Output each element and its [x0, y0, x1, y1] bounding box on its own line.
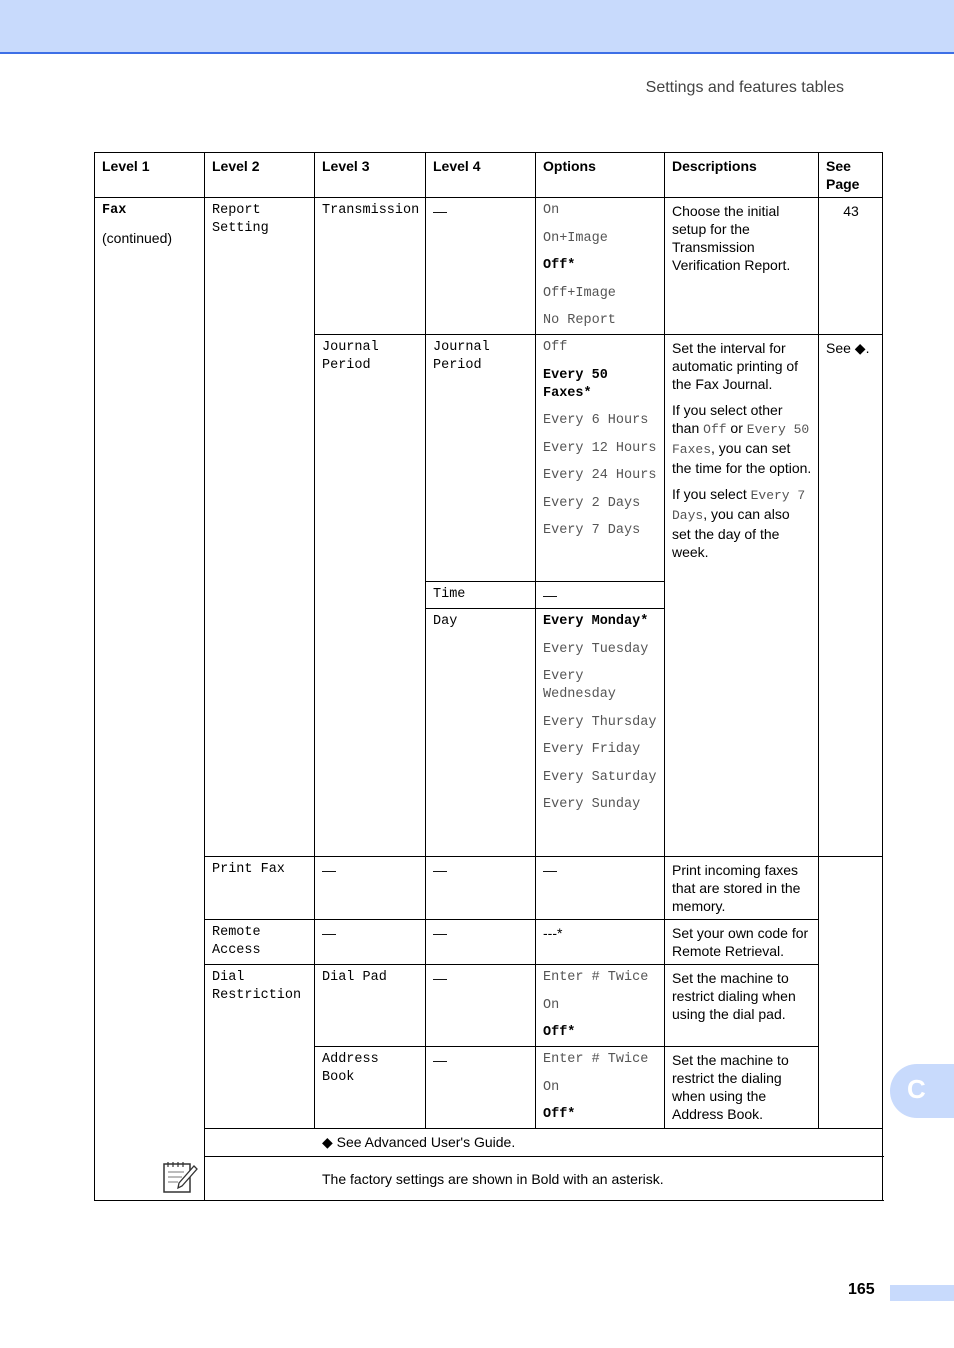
table-row — [95, 965, 883, 1047]
col-header-level3: Level 3 — [315, 153, 426, 198]
inline-option: Off — [703, 422, 727, 437]
options-day — [536, 609, 665, 857]
level3-dial-pad: Dial Pad — [315, 965, 426, 1047]
option-item: Every Wednesday — [543, 669, 616, 702]
option-item-default: Off* — [543, 1107, 576, 1122]
options-journal-period — [536, 335, 665, 582]
description-dial-pad: Set the machine to restrict dialing when using the dial pad. — [665, 965, 819, 1047]
option-item: On — [543, 1079, 560, 1095]
level2-dial-restriction: Dial Restriction — [205, 965, 315, 1129]
option-item: Every 7 Days — [543, 523, 641, 538]
level4-time: Time — [426, 582, 536, 609]
level1-cell — [95, 198, 205, 1201]
page-number-bar — [890, 1285, 954, 1301]
option-item: Every Tuesday — [543, 641, 649, 657]
options-dial-pad — [536, 965, 665, 1047]
options-remote-access: ---* — [536, 920, 665, 965]
level3-address-book: Address Book — [315, 1047, 426, 1129]
option-item: Off — [543, 340, 568, 355]
text-span: , you can set the time for the option. — [672, 440, 812, 476]
option-item: Every 6 Hours — [543, 413, 649, 428]
col-header-level4: Level 4 — [426, 153, 536, 198]
description-remote-access: Set your own code for Remote Retrieval. — [665, 920, 819, 965]
option-item: Every Saturday — [543, 769, 657, 785]
text-span: or — [726, 420, 747, 436]
running-head: Settings and features tables — [645, 79, 844, 96]
note-pencil-icon — [160, 1160, 198, 1194]
option-item: No Report — [543, 313, 616, 328]
footnote-row — [95, 1129, 883, 1157]
inline-option: Every 50 Faxes — [672, 422, 810, 457]
option-item: Every Thursday — [543, 714, 657, 730]
options-print-fax: — — [536, 857, 665, 920]
options-time: — — [536, 582, 665, 609]
table-row — [95, 198, 883, 335]
journal-desc-3 — [672, 485, 812, 561]
footnote: ◆ See Advanced User's Guide. — [205, 1129, 883, 1157]
see-page-empty — [819, 857, 883, 1129]
option-item: Every 24 Hours — [543, 468, 657, 483]
level1-fax: Fax — [102, 203, 127, 218]
note-row — [95, 1157, 883, 1201]
text-span: If you select other than — [672, 402, 783, 436]
col-header-level2: Level 2 — [205, 153, 315, 198]
option-item: Every Friday — [543, 742, 641, 757]
table-row — [95, 920, 883, 965]
description-journal-period — [665, 335, 819, 857]
level3-transmission: Transmission — [315, 198, 426, 335]
inline-option: Every 7 Days — [672, 488, 806, 523]
level4-remote-access: — — [426, 920, 536, 965]
option-item: On+Image — [543, 230, 608, 246]
option-item: On — [543, 203, 560, 218]
header-bar — [0, 0, 954, 54]
level2-print-fax: Print Fax — [205, 857, 315, 920]
see-page-transmission: 43 — [819, 198, 883, 335]
option-item: Every 2 Days — [543, 495, 641, 511]
option-item-default: Off* — [543, 258, 576, 273]
header-row — [95, 153, 883, 198]
description-address-book: Set the machine to restrict the dialing when using the Address Book. — [665, 1047, 819, 1129]
level4-address-book: — — [426, 1047, 536, 1129]
text-span: If you select — [672, 486, 751, 502]
options-transmission — [536, 198, 665, 335]
option-item: Enter # Twice — [543, 1052, 649, 1067]
option-item: Every 12 Hours — [543, 440, 657, 456]
option-item-default: Every 50 Faxes* — [543, 367, 608, 401]
level2-remote-access: Remote Access — [205, 920, 315, 965]
level2-report-setting: Report Setting — [205, 198, 315, 857]
level3-print-fax: — — [315, 857, 426, 920]
col-header-see-page: See Page — [819, 153, 883, 198]
option-item-default: Every Monday* — [543, 614, 649, 629]
side-tab — [890, 1064, 954, 1118]
note-text: The factory settings are shown in Bold with an asterisk. — [205, 1157, 883, 1201]
option-item: Off+Image — [543, 285, 616, 301]
level1-continued: (continued) — [102, 230, 173, 246]
table-row — [95, 857, 883, 920]
settings-table — [94, 152, 883, 1201]
level4-journal-period: Journal Period — [426, 335, 536, 582]
level3-journal-period: Journal Period — [315, 335, 426, 857]
option-item: Every Sunday — [543, 797, 641, 812]
journal-desc-2 — [672, 401, 812, 477]
side-tab-letter: C — [907, 1074, 926, 1104]
col-header-descriptions: Descriptions — [665, 153, 819, 198]
level4-day: Day — [426, 609, 536, 857]
text-span: , you can also set the day of the week. — [672, 506, 790, 560]
description-print-fax: Print incoming faxes that are stored in the memory. — [665, 857, 819, 920]
description-transmission: Choose the initial setup for the Transmission Verification Report. — [665, 198, 819, 335]
option-item-default: Off* — [543, 1025, 576, 1040]
journal-desc-1: Set the interval for automatic printing of the Fax Journal. — [672, 340, 799, 392]
option-item: Enter # Twice — [543, 970, 649, 985]
see-page-journal: See ◆. — [819, 335, 883, 857]
level4-print-fax: — — [426, 857, 536, 920]
page-number: 165 — [848, 1281, 875, 1298]
level4-transmission: — — [426, 198, 536, 335]
level4-dial-pad: — — [426, 965, 536, 1047]
col-header-options: Options — [536, 153, 665, 198]
level3-remote-access: — — [315, 920, 426, 965]
options-address-book — [536, 1047, 665, 1129]
option-item: On — [543, 997, 560, 1013]
col-header-level1: Level 1 — [95, 153, 205, 198]
